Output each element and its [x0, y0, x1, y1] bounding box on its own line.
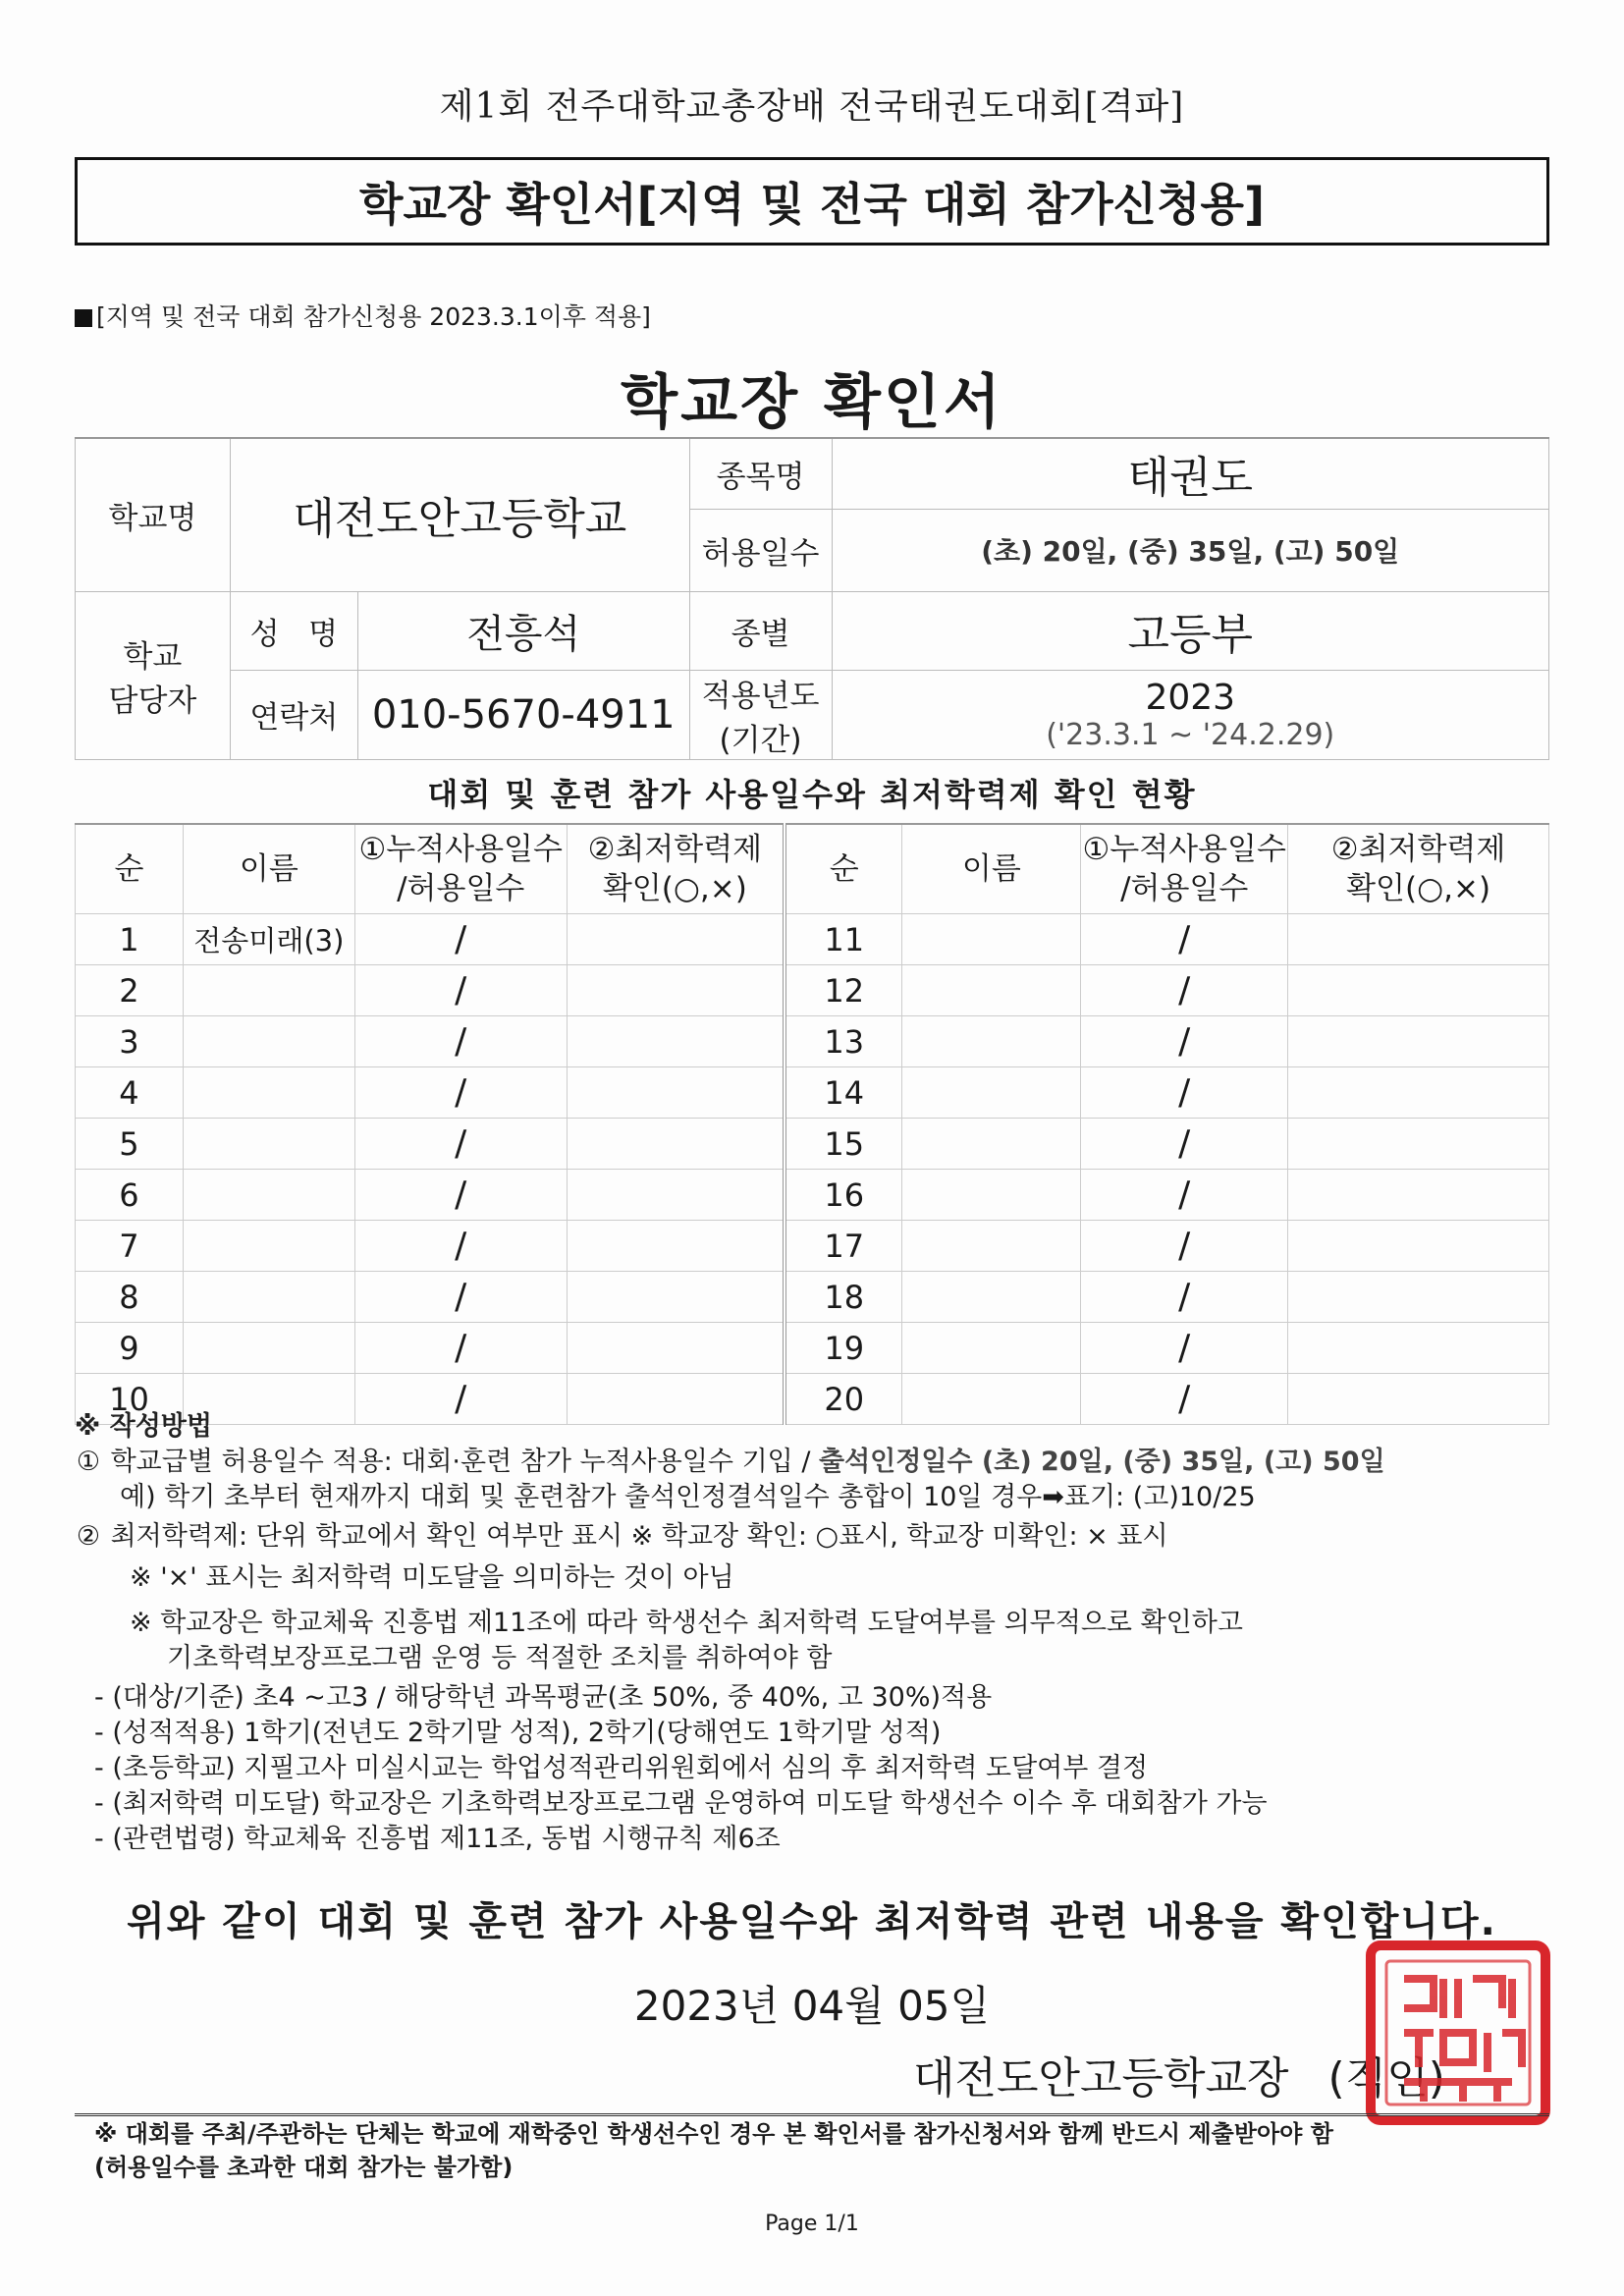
footer-note-line2: (허용일수를 초과한 대회 참가는 불가함) [94, 2154, 514, 2181]
note-1 [75, 1446, 1385, 1479]
year-value: 2023 [1145, 677, 1236, 718]
column-header-days [1081, 824, 1288, 914]
detail-1: - (대상/기준) 초4 ~고3 / 해당학년 과목평균(초 50%, 중 40%, 고 30%)적용 [94, 1682, 993, 1713]
name-label: 성 명 [230, 591, 357, 670]
period-value: ('23.3.1 ~ '24.2.29) [1046, 717, 1335, 752]
row-number: 11 [785, 914, 902, 965]
column-header-no: 순 [785, 824, 902, 914]
academic-check [1288, 1170, 1549, 1221]
student-name [902, 965, 1081, 1016]
days-used: / [1081, 1374, 1288, 1425]
days-used: / [1081, 914, 1288, 965]
note-1-text: 학교급별 허용일수 적용: 대회·훈련 참가 누적사용일수 기입 / [110, 1447, 819, 1477]
student-name [183, 965, 354, 1016]
detail-5: - (관련법령) 학교체육 진흥법 제11조, 동법 시행규칙 제6조 [94, 1824, 781, 1854]
row-number: 13 [785, 1016, 902, 1067]
days-used: / [1081, 1221, 1288, 1272]
academic-check [1288, 965, 1549, 1016]
row-number: 15 [785, 1119, 902, 1170]
days-used: / [1081, 1272, 1288, 1323]
confirmation-text: 위와 같이 대회 및 훈련 참가 사용일수와 최저학력 관련 내용을 확인합니다. [127, 1899, 1497, 1944]
student-name [183, 1170, 354, 1221]
column-header-no: 순 [76, 824, 184, 914]
student-name [902, 1067, 1081, 1119]
days-used: / [354, 1170, 567, 1221]
detail-2: - (성적적용) 1학기(전년도 2학기말 성적), 2학기(당해연도 1학기말 성적) [94, 1718, 942, 1748]
school-info-table [75, 437, 1549, 760]
row-number: 8 [76, 1272, 184, 1323]
academic-check [1288, 1272, 1549, 1323]
row-number: 2 [76, 965, 184, 1016]
official-seal-icon [1365, 1940, 1551, 2126]
column-header-days [354, 824, 567, 914]
student-name [902, 914, 1081, 965]
column-header-days-line2: /허용일수 [397, 871, 525, 906]
academic-check [567, 1067, 785, 1119]
main-title: 학교장 확인서 [621, 368, 1003, 437]
table-row [76, 1119, 1549, 1170]
days-used: / [354, 1067, 567, 1119]
issue-date: 2023년 04월 05일 [633, 1982, 991, 2030]
column-header-days-line2: /허용일수 [1120, 871, 1249, 906]
column-header-check-line2: 확인(○,×) [602, 871, 747, 906]
column-header-check [567, 824, 785, 914]
year-cell [832, 670, 1549, 759]
row-number: 1 [76, 914, 184, 965]
column-header-check-line2: 확인(○,×) [1346, 871, 1491, 906]
notes-heading [75, 1410, 212, 1444]
student-name [183, 1067, 354, 1119]
academic-check [1288, 1016, 1549, 1067]
document-title-box [75, 157, 1549, 246]
column-header-check-line1: ②최저학력제 [1330, 832, 1506, 867]
days-used: / [354, 1272, 567, 1323]
days-used: / [1081, 1016, 1288, 1067]
academic-check [1288, 914, 1549, 965]
student-name [902, 1272, 1081, 1323]
days-used: / [1081, 1119, 1288, 1170]
row-number: 6 [76, 1170, 184, 1221]
days-used: / [354, 1323, 567, 1374]
row-number: 16 [785, 1170, 902, 1221]
year-label-line2: (기간) [719, 722, 802, 758]
academic-check [567, 1221, 785, 1272]
academic-check [1288, 1374, 1549, 1425]
academic-check [567, 914, 785, 965]
days-used: / [1081, 1170, 1288, 1221]
student-name: 전송미래(3) [183, 914, 354, 965]
column-header-check-line1: ②최저학력제 [587, 832, 763, 867]
footer-note [94, 2117, 1333, 2184]
column-header-check [1288, 824, 1549, 914]
table-row [76, 1221, 1549, 1272]
note-1-mark: ① [76, 1447, 101, 1477]
allowed-days-label: 허용일수 [689, 509, 832, 591]
student-name [183, 1221, 354, 1272]
manager-label-line2: 담당자 [108, 683, 197, 719]
column-header-name: 이름 [183, 824, 354, 914]
student-name [902, 1323, 1081, 1374]
row-number: 20 [785, 1374, 902, 1425]
row-number: 3 [76, 1016, 184, 1067]
student-name [183, 1016, 354, 1067]
event-title: 제1회 전주대학교총장배 전국태권도대회[격파] [439, 86, 1185, 127]
row-number: 18 [785, 1272, 902, 1323]
row-number: 5 [76, 1119, 184, 1170]
page-number: Page 1/1 [765, 2212, 859, 2236]
academic-check [567, 1016, 785, 1067]
note-2-sub-2: ※ 학교장은 학교체육 진흥법 제11조에 따라 학생선수 최저학력 도달여부를 의무적으로 확인하고 [130, 1608, 1243, 1638]
detail-4: - (최저학력 미도달) 학교장은 기초학력보장프로그램 운영하여 미도달 학생선수 이수 후 대회참가 가능 [94, 1788, 1268, 1819]
column-header-name: 이름 [902, 824, 1081, 914]
manager-label [76, 591, 231, 759]
principal-name-text: 대전도안고등학교장 [913, 2053, 1289, 2104]
academic-check [567, 1119, 785, 1170]
division-label: 종별 [689, 591, 832, 670]
note-2-mark: ② [76, 1521, 101, 1552]
days-used: / [1081, 965, 1288, 1016]
days-used: / [354, 914, 567, 965]
academic-check [567, 1272, 785, 1323]
student-name [902, 1119, 1081, 1170]
academic-check [567, 1170, 785, 1221]
row-number: 7 [76, 1221, 184, 1272]
event-label: 종목명 [689, 438, 832, 509]
row-number: 4 [76, 1067, 184, 1119]
notes-heading-text: ※ 작성방법 [75, 1411, 212, 1442]
participation-table [75, 823, 1549, 1425]
column-header-days-line1: ①누적사용일수 [358, 832, 563, 867]
days-used: / [354, 1119, 567, 1170]
academic-check [1288, 1067, 1549, 1119]
days-used: / [1081, 1067, 1288, 1119]
name-value: 전흥석 [357, 591, 689, 670]
row-number: 19 [785, 1323, 902, 1374]
student-name [183, 1323, 354, 1374]
document-title: 학교장 확인서[지역 및 전국 대회 참가신청용] [359, 178, 1265, 231]
school-name-label: 학교명 [76, 438, 231, 591]
row-number: 14 [785, 1067, 902, 1119]
row-number: 9 [76, 1323, 184, 1374]
table-row [76, 1016, 1549, 1067]
contact-label: 연락처 [230, 670, 357, 759]
footer-note-line1: ※ 대회를 주최/주관하는 단체는 학교에 재학중인 학생선수인 경우 본 확인서를 참가신청서와 함께 반드시 제출받아야 함 [94, 2120, 1333, 2148]
student-name [902, 1016, 1081, 1067]
note-1-example: 예) 학기 초부터 현재까지 대회 및 훈련참가 출석인정결석일수 총합이 10일 경우➡표기: (고)10/25 [120, 1482, 1256, 1512]
days-used: / [354, 1016, 567, 1067]
application-note [75, 298, 651, 333]
table-row [76, 1170, 1549, 1221]
academic-check [567, 1374, 785, 1425]
contact-value: 010-5670-4911 [357, 670, 689, 759]
table-row [76, 1067, 1549, 1119]
year-label [689, 670, 832, 759]
academic-check [567, 965, 785, 1016]
seal-mark: (직인) [1327, 2053, 1445, 2104]
student-name [183, 1119, 354, 1170]
student-name [902, 1170, 1081, 1221]
footer-divider [75, 2113, 1549, 2116]
table-row [76, 1272, 1549, 1323]
note-2 [75, 1520, 1168, 1554]
table-row [76, 965, 1549, 1016]
row-number: 17 [785, 1221, 902, 1272]
school-name-value: 대전도안고등학교 [230, 438, 689, 591]
table-row [76, 914, 1549, 965]
square-bullet-icon [75, 309, 92, 327]
allowed-days-value: (초) 20일, (중) 35일, (고) 50일 [832, 509, 1549, 591]
note-2-sub-1: ※ '×' 표시는 최저학력 미도달을 의미하는 것이 아님 [130, 1562, 734, 1593]
student-name [902, 1221, 1081, 1272]
days-used: / [354, 965, 567, 1016]
section-title: 대회 및 훈련 참가 사용일수와 최저학력제 확인 현황 [427, 776, 1197, 813]
note-1-bold: 출석인정일수 (초) 20일, (중) 35일, (고) 50일 [819, 1447, 1385, 1477]
seal-glyphs [1404, 1979, 1522, 2102]
detail-3: - (초등학교) 지필고사 미실시교는 학업성적관리위원회에서 심의 후 최저학력 도달여부 결정 [94, 1753, 1149, 1783]
division-value: 고등부 [832, 591, 1549, 670]
student-name [902, 1374, 1081, 1425]
student-name [183, 1272, 354, 1323]
note-2-sub-3: 기초학력보장프로그램 운영 등 적절한 조치를 취하여야 함 [167, 1643, 833, 1673]
column-header-days-line1: ①누적사용일수 [1082, 832, 1286, 867]
academic-check [1288, 1119, 1549, 1170]
academic-check [1288, 1221, 1549, 1272]
year-label-line1: 적용년도 [701, 678, 820, 714]
days-used: / [354, 1374, 567, 1425]
manager-label-line1: 학교 [123, 638, 183, 675]
table-row [76, 1323, 1549, 1374]
days-used: / [1081, 1323, 1288, 1374]
academic-check [567, 1323, 785, 1374]
academic-check [1288, 1323, 1549, 1374]
event-value: 태권도 [832, 438, 1549, 509]
days-used: / [354, 1221, 567, 1272]
row-number: 12 [785, 965, 902, 1016]
application-note-text: [지역 및 전국 대회 참가신청용 2023.3.1이후 적용] [96, 302, 651, 331]
table-row [76, 1374, 1549, 1425]
note-2-text: 최저학력제: 단위 학교에서 확인 여부만 표시 ※ 학교장 확인: ○표시, 학교장 미확인: × 표시 [110, 1521, 1168, 1552]
row-number: 10 [76, 1374, 184, 1425]
